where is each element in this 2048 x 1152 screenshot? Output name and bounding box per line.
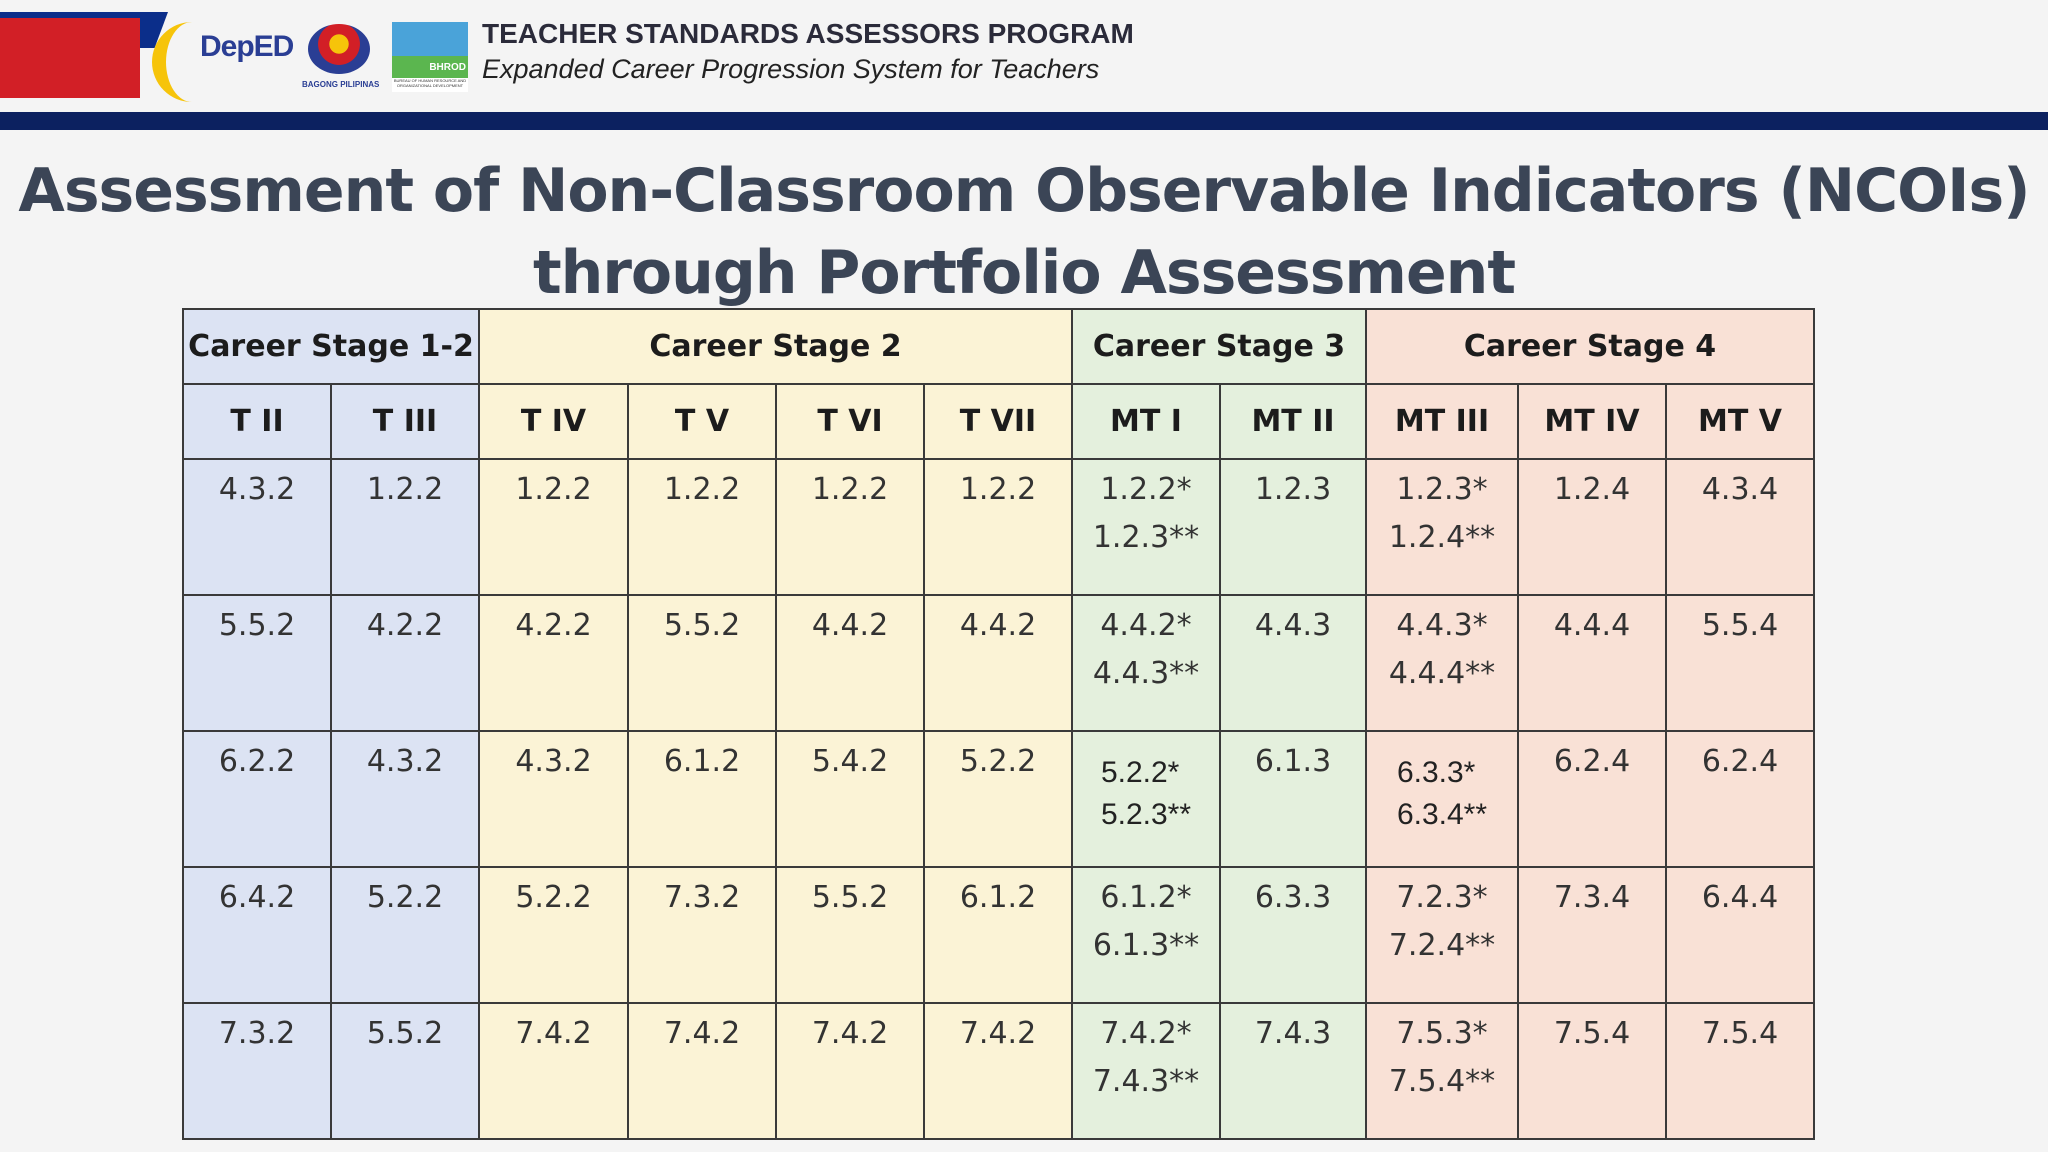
cell-value: 4.4.4** <box>1388 656 1496 691</box>
table-cell <box>628 1003 776 1139</box>
bhrod-logo <box>392 22 468 92</box>
table-cell <box>1220 731 1366 867</box>
bagong-pilipinas-text: BAGONG PILIPINAS <box>302 80 380 89</box>
cell-value: 5.2.2 <box>366 880 444 915</box>
stage-header-2: Career Stage 2 <box>479 309 1072 384</box>
table-cell <box>1518 459 1666 595</box>
cell-value: 7.3.4 <box>1553 880 1631 915</box>
cell-value: 7.2.4** <box>1388 928 1496 963</box>
col-header-mt2: MT II <box>1220 384 1366 459</box>
table-cell <box>1518 1003 1666 1139</box>
col-header-t6: T VI <box>776 384 924 459</box>
cell-value: 1.2.3* <box>1396 472 1488 507</box>
bhrod-logo-label: BHROD <box>429 62 466 73</box>
table-cell <box>628 459 776 595</box>
table-cell <box>479 867 628 1003</box>
bagong-pilipinas-emblem <box>308 24 370 74</box>
cell-value: 5.2.2* <box>1100 756 1180 789</box>
cell-value: 1.2.2 <box>959 472 1037 507</box>
col-header-mt5: MT V <box>1666 384 1814 459</box>
table-cell <box>924 459 1072 595</box>
cell-value: 4.2.2 <box>366 608 444 643</box>
cell-value: 5.2.2 <box>515 880 592 915</box>
cell-value: 6.1.3 <box>1254 744 1332 779</box>
cell-value: 4.3.2 <box>366 744 444 779</box>
table-cell <box>924 1003 1072 1139</box>
table-cell <box>1366 731 1518 867</box>
table-cell <box>924 867 1072 1003</box>
table-cell <box>1072 867 1220 1003</box>
table-cell <box>924 731 1072 867</box>
table-cell <box>331 867 479 1003</box>
col-header-t3: T III <box>331 384 479 459</box>
cell-value: 7.5.4** <box>1388 1064 1496 1099</box>
flag-stripe-red <box>0 18 140 98</box>
cell-value: 6.4.2 <box>218 880 296 915</box>
table-cell <box>479 1003 628 1139</box>
col-header-mt1: MT I <box>1072 384 1220 459</box>
cell-value: 6.1.2 <box>663 744 741 779</box>
cell-value: 4.3.4 <box>1701 472 1779 507</box>
deped-logo-text: DepED <box>200 30 294 63</box>
cell-value: 7.4.3 <box>1254 1016 1332 1051</box>
table-cell <box>479 731 628 867</box>
table-cell <box>1518 731 1666 867</box>
table-cell <box>1366 459 1518 595</box>
table-cell <box>776 731 924 867</box>
bhrod-logo-subtext: BUREAU OF HUMAN RESOURCE AND ORGANIZATIONAL DEVELOPMENT <box>392 78 468 92</box>
header-divider-bar <box>0 112 2048 130</box>
cell-value: 4.4.2* <box>1100 608 1192 643</box>
cell-value: 1.2.3 <box>1254 472 1332 507</box>
bagong-pilipinas-logo <box>302 20 382 92</box>
table-row <box>183 459 1814 595</box>
table-cell <box>1072 595 1220 731</box>
cell-value: 5.2.2 <box>959 744 1037 779</box>
cell-value: 1.2.3** <box>1092 520 1200 555</box>
table-cell <box>776 1003 924 1139</box>
col-header-t7: T VII <box>924 384 1072 459</box>
cell-value: 1.2.4** <box>1388 520 1496 555</box>
cell-value: 4.4.3 <box>1254 608 1332 643</box>
cell-value: 5.5.2 <box>218 608 296 643</box>
table-cell <box>479 459 628 595</box>
cell-value: 6.3.3 <box>1254 880 1332 915</box>
table-cell <box>776 459 924 595</box>
cell-value: 5.5.2 <box>366 1016 444 1051</box>
slide-title-line-2: through Portfolio Assessment <box>532 238 1516 308</box>
table-cell <box>1666 731 1814 867</box>
table-row <box>183 867 1814 1003</box>
cell-value: 4.2.2 <box>515 608 592 643</box>
cell-value: 7.3.2 <box>663 880 741 915</box>
table-cell <box>776 595 924 731</box>
cell-value: 7.5.4 <box>1701 1016 1779 1051</box>
table-cell <box>479 595 628 731</box>
position-header-row <box>183 384 1814 459</box>
cell-value: 5.5.4 <box>1701 608 1779 643</box>
table-cell <box>183 731 331 867</box>
cell-value: 1.2.2 <box>366 472 444 507</box>
table-cell <box>1366 595 1518 731</box>
table-cell <box>1666 459 1814 595</box>
cell-value: 7.4.2 <box>515 1016 592 1051</box>
cell-value: 5.4.2 <box>811 744 889 779</box>
cell-values <box>1101 752 1191 836</box>
table-row <box>183 595 1814 731</box>
cell-value: 6.4.4 <box>1701 880 1779 915</box>
cell-value: 4.4.2 <box>811 608 889 643</box>
stage-header-1-2: Career Stage 1-2 <box>183 309 479 384</box>
table-cell <box>331 1003 479 1139</box>
table-cell <box>331 595 479 731</box>
table-cell <box>1072 459 1220 595</box>
table-cell <box>1220 1003 1366 1139</box>
table-cell <box>183 595 331 731</box>
table-cell <box>1072 731 1220 867</box>
table-cell <box>331 731 479 867</box>
table-cell <box>1220 459 1366 595</box>
cell-value: 7.4.2 <box>663 1016 741 1051</box>
cell-value: 6.1.2* <box>1100 880 1192 915</box>
cell-value: 7.4.2 <box>959 1016 1037 1051</box>
program-subtitle: Expanded Career Progression System for Teachers <box>482 54 1100 84</box>
cell-value: 7.4.2* <box>1100 1016 1192 1051</box>
ncoi-table <box>182 308 1815 1140</box>
col-header-t4: T IV <box>479 384 628 459</box>
table-cell <box>1666 1003 1814 1139</box>
table-cell <box>628 595 776 731</box>
table-cell <box>1518 867 1666 1003</box>
cell-value: 4.4.3** <box>1092 656 1200 691</box>
slide-title <box>0 150 2048 314</box>
cell-value: 7.5.3* <box>1396 1016 1488 1051</box>
cell-value: 6.3.4** <box>1396 798 1488 831</box>
cell-value: 6.1.2 <box>959 880 1037 915</box>
program-title: TEACHER STANDARDS ASSESSORS PROGRAM <box>482 18 1134 49</box>
cell-value: 4.4.4 <box>1553 608 1631 643</box>
table-row <box>183 1003 1814 1139</box>
cell-value: 4.3.2 <box>218 472 296 507</box>
cell-value: 1.2.2 <box>811 472 889 507</box>
table-cell <box>1220 867 1366 1003</box>
table-cell <box>1220 595 1366 731</box>
cell-value: 1.2.2* <box>1100 472 1192 507</box>
table-cell <box>1366 1003 1518 1139</box>
cell-value: 7.3.2 <box>218 1016 296 1051</box>
table-cell <box>1666 867 1814 1003</box>
cell-value: 6.2.4 <box>1701 744 1779 779</box>
cell-value: 4.4.2 <box>959 608 1037 643</box>
cell-value: 6.1.3** <box>1092 928 1200 963</box>
cell-value: 7.5.4 <box>1553 1016 1631 1051</box>
cell-value: 4.4.3* <box>1396 608 1488 643</box>
cell-value: 6.2.2 <box>218 744 296 779</box>
col-header-t5: T V <box>628 384 776 459</box>
cell-value: 1.2.2 <box>515 472 592 507</box>
table-cell <box>331 459 479 595</box>
table-cell <box>1518 595 1666 731</box>
table-cell <box>183 867 331 1003</box>
cell-value: 1.2.4 <box>1553 472 1631 507</box>
table-cell <box>183 459 331 595</box>
stage-header-row <box>183 309 1814 384</box>
stage-header-4: Career Stage 4 <box>1366 309 1814 384</box>
col-header-mt3: MT III <box>1366 384 1518 459</box>
cell-value: 4.3.2 <box>515 744 592 779</box>
cell-value: 1.2.2 <box>663 472 741 507</box>
cell-value: 7.4.2 <box>811 1016 889 1051</box>
slide-title-line-1: Assessment of Non-Classroom Observable Indicators (NCOIs) <box>18 156 2030 226</box>
cell-value: 5.2.3** <box>1100 798 1192 831</box>
deped-logo <box>200 30 293 64</box>
cell-value: 6.3.3* <box>1396 756 1476 789</box>
cell-value: 7.4.3** <box>1092 1064 1200 1099</box>
cell-value: 7.2.3* <box>1396 880 1488 915</box>
cell-values <box>1397 752 1487 836</box>
table-cell <box>924 595 1072 731</box>
table-cell <box>1072 1003 1220 1139</box>
stage-header-3: Career Stage 3 <box>1072 309 1366 384</box>
col-header-mt4: MT IV <box>1518 384 1666 459</box>
table-cell <box>776 867 924 1003</box>
col-header-t2: T II <box>183 384 331 459</box>
table-cell <box>183 1003 331 1139</box>
bhrod-logo-sky <box>392 22 468 56</box>
table-body <box>183 459 1814 1139</box>
cell-value: 5.5.2 <box>811 880 889 915</box>
table-cell <box>1666 595 1814 731</box>
table-cell <box>628 867 776 1003</box>
table-cell <box>1366 867 1518 1003</box>
table-cell <box>628 731 776 867</box>
cell-value: 6.2.4 <box>1553 744 1631 779</box>
cell-value: 5.5.2 <box>663 608 741 643</box>
table-row <box>183 731 1814 867</box>
